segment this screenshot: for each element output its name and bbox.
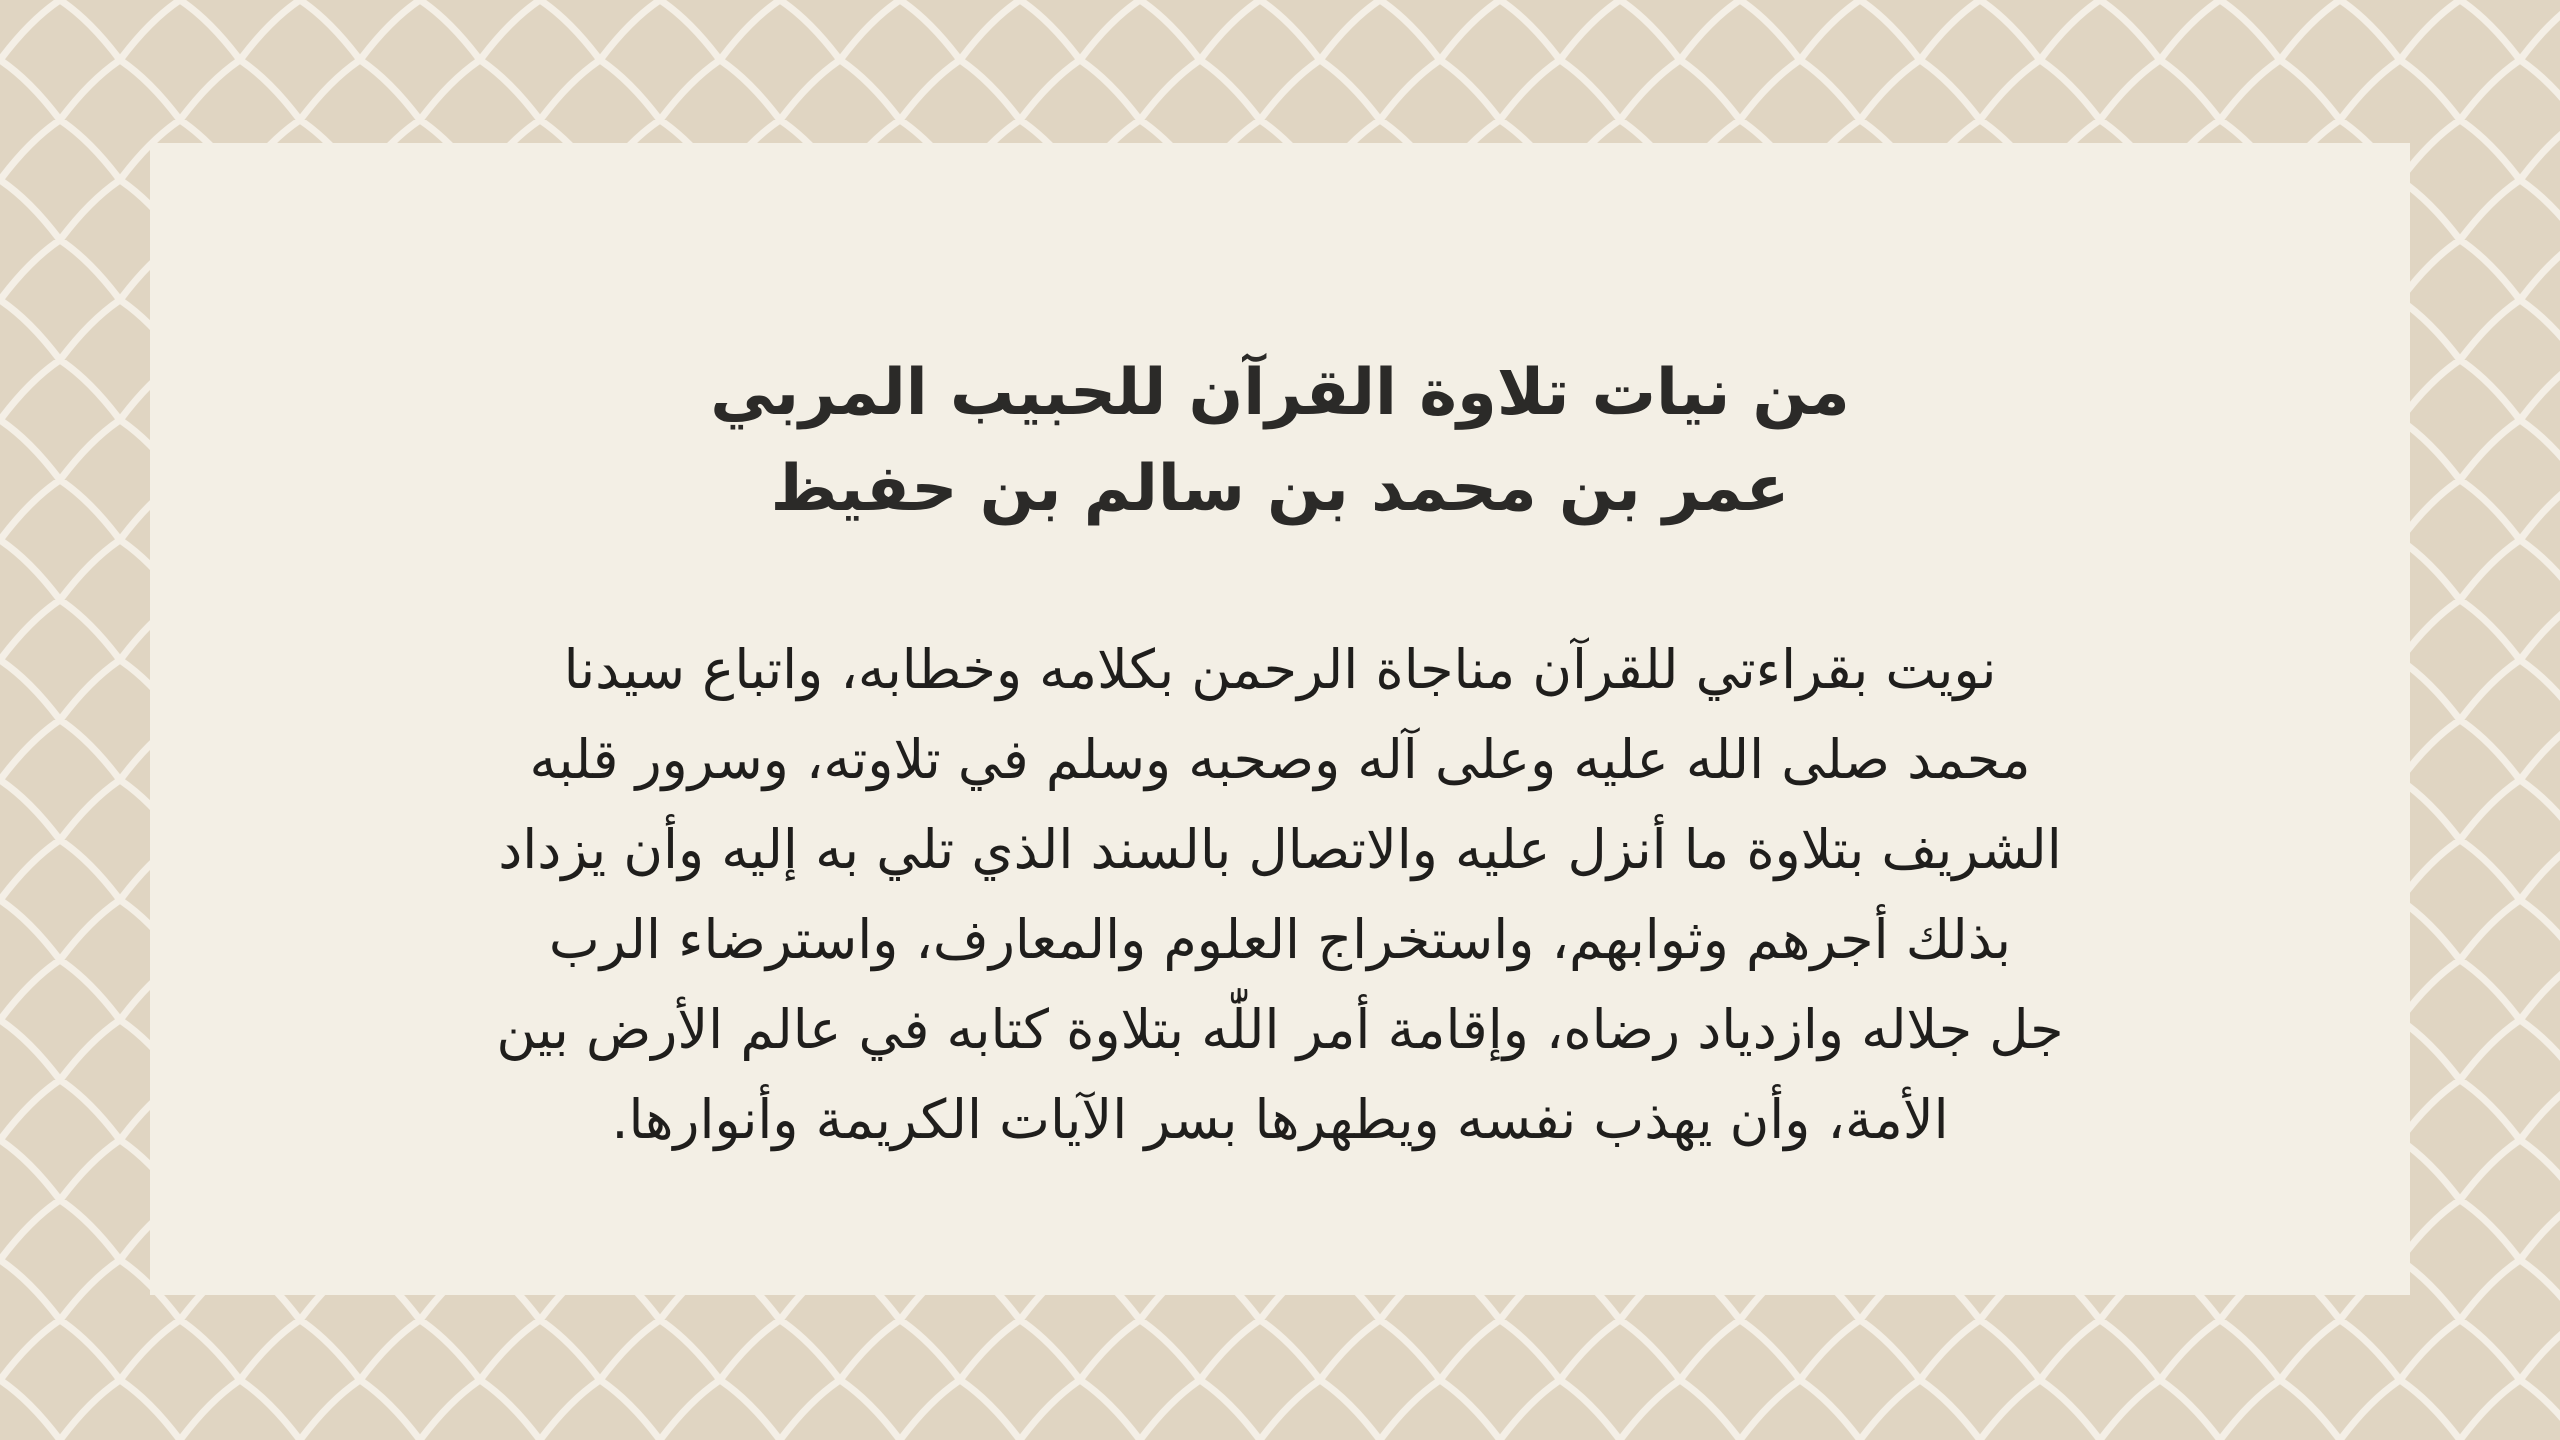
body-line: نويت بقراءتي للقرآن مناجاة الرحمن بكلامه وخطابه، واتباع سيدنا: [563, 638, 1997, 701]
body-line: بذلك أجرهم وثوابهم، واستخراج العلوم والمعارف، واسترضاء الرب: [548, 908, 2012, 971]
body-line: جل جلاله وازدياد رضاه، وإقامة أمر اللّٰه بتلاوة كتابه في عالم الأرض بين: [496, 998, 2064, 1061]
title-line-2: عمر بن محمد بن سالم بن حفيظ: [770, 452, 1790, 526]
body-line: محمد صلى الله عليه وعلى آله وصحبه وسلم في تلاوته، وسرور قلبه: [529, 728, 2031, 791]
body-line: الشريف بتلاوة ما أنزل عليه والاتصال بالسند الذي تلي به إليه وأن يزداد: [498, 818, 2062, 881]
body-line: الأمة، وأن يهذب نفسه ويطهرها بسر الآيات الكريمة وأنوارها.: [611, 1088, 1949, 1151]
body-paragraph: [220, 625, 2340, 1165]
title-line-1: من نيات تلاوة القرآن للحبيب المربي: [710, 356, 1850, 430]
page-title: [0, 345, 2560, 537]
